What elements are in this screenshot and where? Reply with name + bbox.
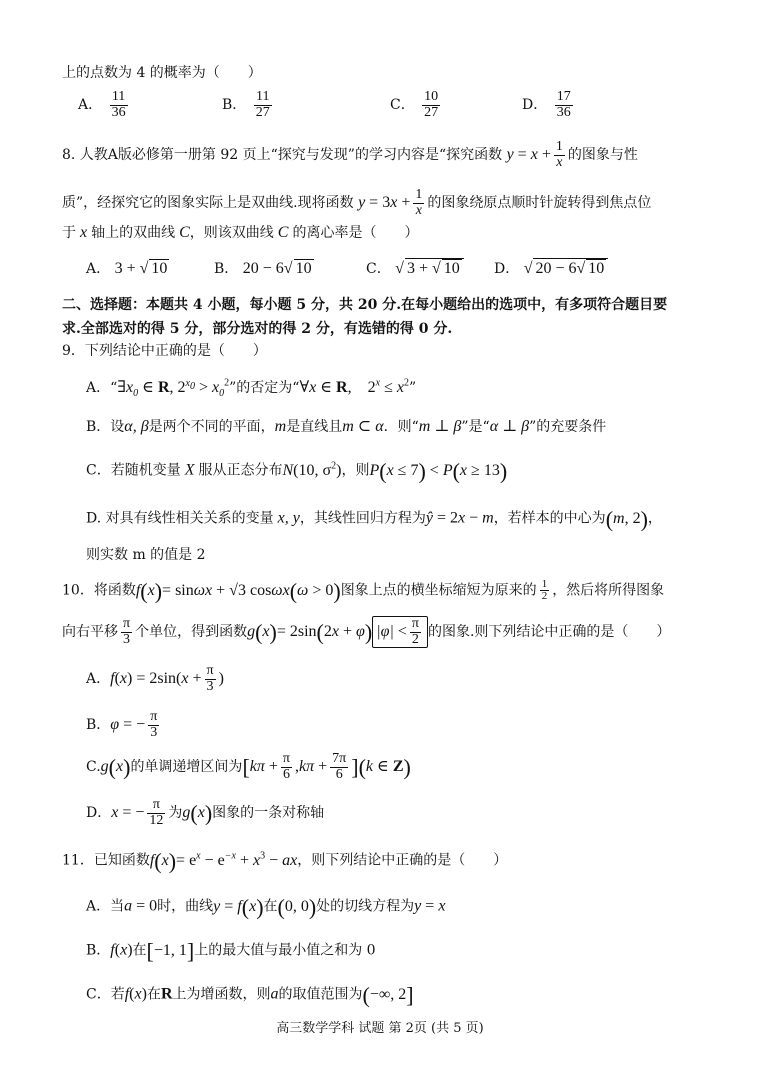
formula: m ⊂ α — [342, 418, 384, 435]
q11-option-b — [86, 938, 376, 964]
numerator: 10 — [424, 89, 439, 104]
q9-text: B．设 — [86, 419, 125, 435]
q10-text: 的图象.则下列结论中正确的是（ ） — [427, 624, 671, 641]
q10-option-b — [86, 710, 162, 740]
q9-text: ，若样本的中心为 — [493, 510, 606, 527]
q8-option-a — [86, 258, 169, 278]
q9-text: 是两个不同的平面， — [148, 419, 275, 435]
denominator: 27 — [424, 104, 439, 120]
formula: ∀x ∈ R, $2^x \le x^2$ — [299, 377, 409, 396]
formula: [kπ + — [242, 754, 278, 780]
option-label: A． — [86, 380, 111, 396]
q7-stem-tail: 上的点数为 4 的概率为（ ） — [62, 65, 262, 81]
q9-text: 服从正态分布 — [198, 462, 283, 479]
formula: x, y — [273, 509, 300, 527]
q9-text: ，则 — [341, 462, 370, 479]
formula: y = 3x + — [358, 194, 411, 212]
formula: √ 3 + √ 10 — [395, 260, 464, 277]
q11-text: ，则下列结论中正确的是（ ） — [297, 852, 508, 869]
formula: g(x) — [182, 800, 213, 826]
math-var: C — [273, 224, 293, 241]
option-label: D． — [494, 261, 520, 277]
q11-text: 的取值范围为 — [278, 986, 363, 1003]
formula: 20 − 6√ 10 — [242, 260, 312, 277]
q8-line-1 — [62, 140, 638, 170]
q8-option-c — [366, 258, 464, 278]
q8-line-2 — [62, 188, 651, 218]
formula: g(x) — [100, 754, 131, 780]
fraction — [422, 90, 440, 120]
q10-text: 10．将函数 — [62, 582, 136, 599]
q9-option-d: D. 对具有线性相关关系的变量 x, y，其线性回归方程为ŷ = 2x − m，若样本的中心为(m, 2)， — [86, 506, 662, 531]
q11-text: A．当 — [86, 898, 125, 915]
option-label: D． — [522, 97, 548, 114]
q9-option-a: A．“$\exists x_0$ ∈ R, $2^{x_0} > x_0^2$”的否定为“∀x ∈ R, $2^x \le x^2$” — [86, 377, 417, 400]
q9-text: C．若随机变量 — [86, 462, 181, 479]
math-var: X — [180, 461, 199, 479]
q11-text: C．若 — [86, 986, 125, 1003]
q10-option-d — [86, 798, 324, 828]
q8-line-3: 于 x 轴上的双曲线 C，则该双曲线 C 的离心率是（ ） — [62, 224, 419, 241]
q10-option-c: C.g(x)的单调递增区间为[kπ + $\frac{\pi}{6}$ ,kπ + $\frac{7\pi}{6}$ ](k ∈ Z) — [86, 751, 411, 782]
q9-text: ．则“ — [383, 419, 419, 435]
formula: α, β — [124, 418, 149, 435]
formula: φ = − — [110, 716, 146, 734]
formula: $f(x)= e^x - e^{-x} + x^3$ − ax — [149, 848, 298, 873]
option-label: B． — [222, 97, 247, 114]
q10-text: 图象的一条对称轴 — [212, 805, 325, 822]
option-label: A． — [78, 97, 103, 114]
option-label: C． — [390, 97, 415, 114]
q9-option-c — [86, 458, 507, 484]
formula: m ⊥ β — [418, 418, 462, 435]
q11-text: 处的切线方程为 — [316, 898, 415, 915]
numerator: 11 — [110, 90, 128, 106]
math-set: R — [160, 985, 173, 1003]
q10-text: 的单调递增区间为 — [130, 759, 243, 776]
formula: α ⊥ β — [489, 418, 530, 435]
fraction: $\frac{\pi}{3}$ — [150, 709, 158, 740]
option-label: A． — [86, 261, 111, 277]
fraction — [254, 90, 272, 120]
q11-text: 时，曲线 — [157, 898, 214, 915]
formula: 3 + √ 10 — [114, 260, 168, 277]
formula: (−∞, 2] — [362, 982, 414, 1007]
q11-text: 在 — [132, 942, 147, 959]
fraction: $\frac{\pi}{12}$ — [149, 797, 164, 828]
q11-stem — [62, 848, 507, 874]
formula: (0, 0) — [277, 894, 317, 919]
section2-header-line1: 二、选择题：本题共 4 小题，每小题 5 分，共 20 分.在每小题给出的选项中，有多项符合题目要 — [62, 297, 668, 313]
formula: N(10, $\sigma^2$) — [282, 460, 342, 479]
formula: f(x)= sinωx + √3 cosωx(ω > 0) — [135, 578, 341, 603]
q11-text: 在 — [263, 898, 278, 915]
fraction: $\frac{\pi}{6}$ — [282, 751, 290, 782]
q9-text: D. 对具有线性相关关系的变量 — [86, 510, 274, 527]
fraction: $\frac{\pi}{2}$ — [411, 616, 419, 647]
section2-header-line2: 求.全部选对的得 5 分，部分选对的得 2 分，有选错的得 0 分. — [62, 321, 453, 337]
math-var: a — [270, 985, 279, 1003]
q9-text: ，其线性回归方程为 — [299, 510, 426, 527]
formula: x = − — [111, 804, 145, 822]
fraction: $\frac{1}{x}$ — [555, 139, 563, 170]
q9-option-d-line2: 则实数 m 的值是 2 — [86, 547, 206, 563]
q10-line-2 — [62, 616, 670, 648]
condition-box: |φ| < $\frac{\pi}{2}$ — [372, 616, 428, 648]
q8-text: 的图象与性 — [567, 147, 638, 164]
fraction: $\frac{\pi}{3}$ — [206, 663, 214, 694]
option-label: B． — [86, 717, 111, 734]
fraction: $\frac{\pi}{3}$ — [123, 616, 131, 647]
numerator: 11 — [254, 90, 272, 106]
formula: √ 20 − 6√ 10 — [524, 260, 609, 277]
q7-option-c — [390, 90, 443, 120]
formula: y = x + — [506, 146, 551, 164]
q7-option-d — [522, 90, 576, 120]
formula: P(x ≤ 7) < P(x ≥ 13) — [369, 458, 508, 483]
fraction — [555, 90, 573, 120]
formula: $\exists x_0$ ∈ R, $2^{x_0} > x_0^2$ — [117, 377, 230, 400]
formula: (m, 2) — [605, 506, 648, 531]
numerator: 17 — [556, 89, 571, 104]
q10-text: 图象上点的横坐标缩短为原来的 — [340, 582, 537, 599]
q11-text: 上的最大值与最小值之和为 0 — [194, 942, 376, 959]
fraction — [110, 90, 128, 120]
math-var: m — [274, 418, 287, 435]
q9-text: ”的充要条件 — [529, 419, 607, 435]
option-label: C． — [366, 261, 391, 277]
formula: ŷ = 2x − m — [425, 509, 494, 527]
q8-option-d — [494, 258, 608, 278]
formula: f(x) — [124, 985, 147, 1003]
q10-text: 向右平移 — [62, 624, 118, 641]
formula: g(x)= 2sin(2x + φ) — [247, 619, 373, 645]
q9-stem: 9．下列结论中正确的是（ ） — [62, 343, 267, 359]
q11-option-a — [86, 894, 445, 920]
formula: a = 0 — [124, 897, 158, 915]
q10-option-a: A．f(x) = 2sin(x + $\frac{\pi}{3}$ ) — [86, 663, 224, 694]
math-var: C — [175, 224, 190, 241]
denominator: 36 — [556, 104, 571, 120]
q9-text: ”是“ — [461, 419, 490, 435]
q9-text: 的否定为 — [236, 380, 293, 396]
q10-text: 为 — [168, 805, 183, 822]
fraction: $\frac{1}{x}$ — [415, 187, 423, 218]
formula: [−1, 1] — [146, 938, 195, 963]
q11-text: 11．已知函数 — [62, 852, 150, 869]
q8-option-b — [214, 258, 314, 278]
q8-text: 的图象绕原点顺时针旋转得到焦点位 — [427, 195, 652, 212]
q10-line-1 — [62, 578, 664, 604]
formula: y = x — [414, 897, 446, 915]
fraction: $\frac{1}{2}$ — [541, 577, 548, 603]
page-footer: 高三数学学科 试题 第 2页 (共 5 页) — [276, 1021, 484, 1036]
q11-text: 在 — [146, 986, 161, 1003]
q7-option-b — [222, 90, 275, 120]
formula: f(x) — [110, 941, 133, 959]
option-label: B． — [214, 261, 239, 277]
q8-text: 8. 人教A版必修第一册第 92 页上“探究与发现”的学习内容是“探究函数 — [62, 147, 503, 164]
denominator: 36 — [111, 104, 126, 120]
q11-option-c — [86, 982, 414, 1008]
option-label: C. — [86, 759, 101, 776]
formula: f(x) = 2sin(x + — [110, 670, 202, 688]
denominator: 27 — [255, 104, 270, 120]
q9-option-b — [86, 416, 606, 436]
q9-text: 是直线且 — [286, 419, 343, 435]
option-label: A． — [86, 671, 111, 688]
q8-text: ，则该双曲线 — [189, 225, 274, 241]
q11-text: 上为增函数，则 — [172, 986, 271, 1003]
q11-text: B． — [86, 942, 111, 959]
option-label: D． — [86, 805, 112, 822]
q8-text: 轴上的双曲线 — [91, 225, 176, 241]
q7-option-a — [78, 90, 131, 120]
q10-text: 个单位，得到函数 — [135, 624, 248, 641]
q8-text: 质”，经探究它的图象实际上是双曲线.现将函数 — [62, 195, 354, 212]
q8-text: 的离心率是（ ） — [292, 225, 419, 241]
math-var: x — [76, 224, 92, 241]
q10-text: ，然后将所得图象 — [552, 582, 665, 599]
formula: y = f(x) — [213, 894, 264, 919]
fraction: $\frac{7\pi}{6}$ — [332, 751, 347, 782]
